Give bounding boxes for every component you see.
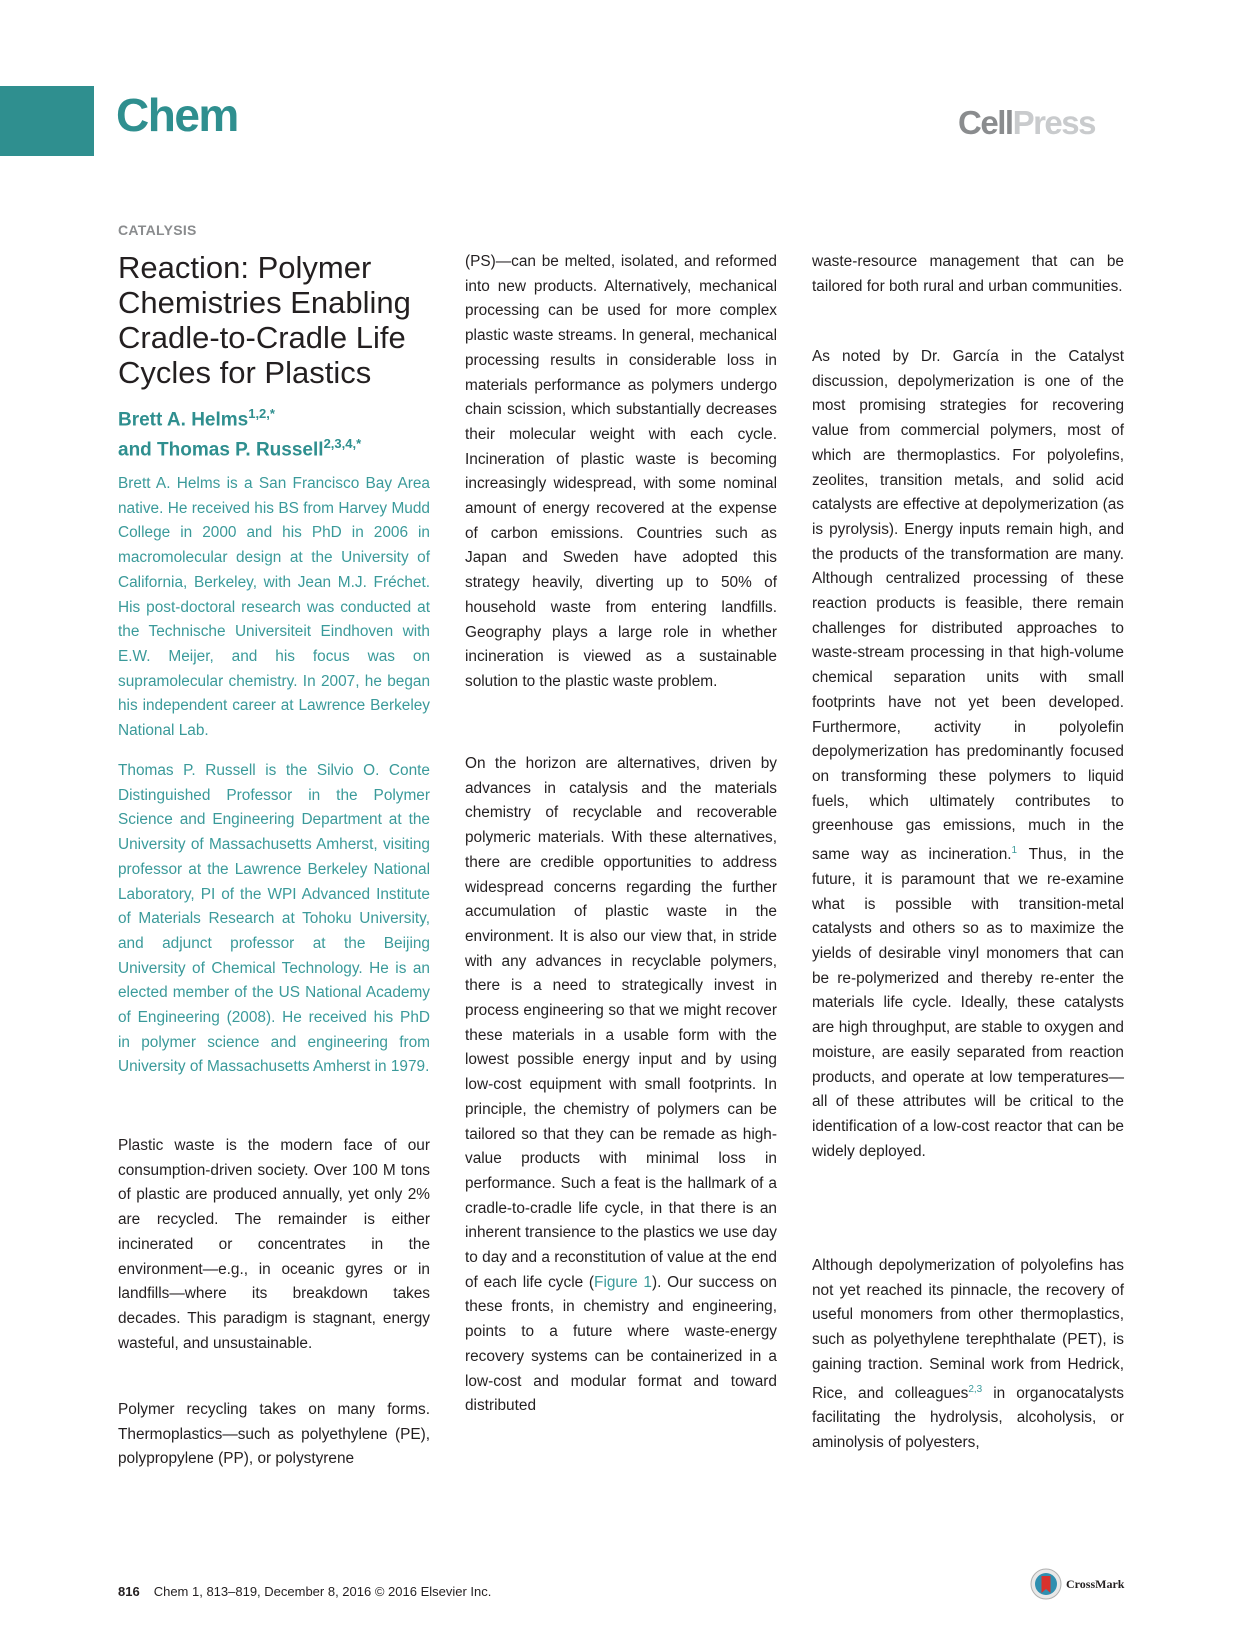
citation: Chem 1, 813–819, December 8, 2016 © 2016 Elsevier Inc. bbox=[153, 1584, 492, 1599]
section-label: CATALYSIS bbox=[118, 222, 197, 238]
publisher-logo-cell: Cell bbox=[958, 104, 1013, 141]
page-number: 816 bbox=[118, 1584, 140, 1599]
col2-paragraph-1: (PS)—can be melted, isolated, and reformed into new products. Alternatively, mechanical processing can be used for more complex plastic waste streams. In general, mechanical processing results in considerable loss in materials performance as polymers undergo chain scission, which substantially decreases their molecular weight with each cycle. Incineration of plastic waste is becoming increasingly widespread, with some nominal amount of energy recovered at the expense of carbon emissions. Countries such as Japan and Sweden have adopted this strategy heavily, diverting up to 50% of household waste from entering landfills. Geography plays a large role in whether incineration is viewed as a sustainable solution to the plastic waste problem. bbox=[465, 253, 777, 690]
col3-paragraph-2 bbox=[812, 345, 1124, 1164]
figure-1-link[interactable]: Figure 1 bbox=[594, 1273, 652, 1291]
col2-paragraph-2 bbox=[465, 752, 777, 1419]
author-2[interactable] bbox=[118, 432, 438, 462]
col3-paragraph-1: waste-resource management that can be tailored for both rural and urban communities. bbox=[812, 253, 1124, 295]
article-title: Reaction: Polymer Chemistries Enabling Cradle-to-Cradle Life Cycles for Plastics bbox=[118, 250, 411, 390]
bio-helms: Brett A. Helms is a San Francisco Bay Area native. He received his BS from Harvey Mudd College in 2000 and his PhD in 2006 in macromolecular design at the University of California, Berkeley, with Jean M.J. Fréchet. His post-doctoral research was conducted at the Technische Universiteit Eindhoven with E.W. Meijer, and his focus was on supramolecular chemistry. In 2007, he began his independent career at Lawrence Berkeley National Lab. bbox=[118, 475, 430, 740]
author-list bbox=[118, 402, 438, 463]
author-1-affiliations: 1,2,* bbox=[248, 406, 275, 421]
col2-paragraph-2-text-a: On the horizon are alternatives, driven by advances in catalysis and the materials chemistry of recyclable and recoverable polymeric materials. With these alternatives, there are credible opportunities to address widespread concerns regarding the further accumulation of plastic waste in the environment. It is also our view that, in stride with any advances in recyclable polymers, there is a need to strategically invest in process engineering so that we might recover these materials in a usable form with the lowest possible energy input and by using low-cost equipment with small footprints. In principle, the chemistry of polymers can be tailored so that they can be remade as high-value products with minimal loss in performance. Such a feat is the hallmark of a cradle-to-cradle life cycle, in that there is an inherent transience to the plastics we use day to day and a reconstitution of value at the end of each life cycle ( bbox=[465, 755, 777, 1291]
author-2-name: and Thomas P. Russell bbox=[118, 439, 324, 461]
author-1-name: Brett A. Helms bbox=[118, 409, 249, 431]
col3-paragraph-3-text-a: Although depolymerization of polyolefins has not yet reached its pinnacle, the recovery of useful monomers from other thermoplastics, such as polyethylene terephthalate (PET), is gaining traction. Seminal work from Hedrick, Rice, and colleagues bbox=[812, 1257, 1124, 1402]
publisher-logo bbox=[958, 106, 1095, 139]
col2-paragraph-2-text-b: ). Our success on these fronts, in chemistry and engineering, points to a future where waste-energy recovery systems can be containerized in a low-cost and modular format and toward distributed bbox=[465, 1273, 777, 1415]
crossmark-label: CrossMark bbox=[1066, 1577, 1125, 1591]
col1-paragraph-1: Plastic waste is the modern face of our consumption-driven society. Over 100 M tons of plastic are produced annually, yet only 2% are recycled. The remainder is either incinerated or concentrates in the environment—e.g., in oceanic gyres or in landfills—where its breakdown takes decades. This paradigm is stagnant, energy wasteful, and unsustainable. bbox=[118, 1137, 430, 1352]
author-1[interactable] bbox=[118, 402, 438, 432]
reference-2-3-link[interactable]: 2,3 bbox=[968, 1383, 983, 1395]
author-2-affiliations: 2,3,4,* bbox=[323, 436, 362, 452]
reference-1-link[interactable]: 1 bbox=[1011, 845, 1018, 857]
crossmark-icon bbox=[1030, 1568, 1062, 1600]
col3-paragraph-3 bbox=[812, 1254, 1124, 1456]
col3-paragraph-2-text-a: As noted by Dr. García in the Catalyst discussion, depolymerization is one of the most promising strategies for recovering value from commercial polymers, most of which are thermoplastics. For polyolefins, zeolites, transition metals, and solid acid catalysts are effective at depolymerization (as is pyrolysis). Energy inputs remain high, and the products of the transformation are many. Although centralized processing of these reaction products is feasible, there remain challenges for distributed approaches to waste-stream processing in that high-volume chemical separation units with small footprints have not yet been developed. Furthermore, activity in polyolefin depolymerization has predominantly focused on transforming these polymers to liquid fuels, which ultimately contributes to greenhouse gas emissions, much in the same way as incineration. bbox=[812, 348, 1124, 864]
journal-color-block bbox=[0, 86, 94, 156]
page-footer bbox=[118, 1584, 491, 1599]
publisher-logo-press: Press bbox=[1012, 104, 1095, 141]
col3-paragraph-3-text-b: in organocatalysts facilitating the hydrolysis, alcoholysis, or aminolysis of polyesters, bbox=[812, 1384, 1124, 1452]
bio-russell: Thomas P. Russell is the Silvio O. Conte Distinguished Professor in the Polymer Science and Engineering Department at the University of Massachusetts Amherst, visiting professor at the Lawrence Berkeley National Laboratory, PI of the WPI Advanced Institute of Materials Research at Tohoku University, and adjunct professor at the Beijing University of Chemical Technology. He is an elected member of the US National Academy of Engineering (2008). He received his PhD in polymer science and engineering from University of Massachusetts Amherst in 1979. bbox=[118, 762, 430, 1076]
col3-paragraph-2-text-b: Thus, in the future, it is paramount that we re-examine what is possible with transition-metal catalysts and others so as to maximize the yields of desirable vinyl monomers that can be re-polymerized and thereby re-enter the materials life cycle. Ideally, these catalysts are high throughput, are stable to oxygen and moisture, are easily separated from reaction products, and operate at low temperatures—all of these attributes will be critical to the identification of a low-cost reactor that can be widely deployed. bbox=[812, 846, 1124, 1160]
crossmark-badge[interactable] bbox=[1030, 1568, 1140, 1604]
col1-paragraph-2: Polymer recycling takes on many forms. Thermoplastics—such as polyethylene (PE), polypropylene (PP), or polystyrene bbox=[118, 1401, 430, 1468]
journal-name: Chem bbox=[116, 89, 238, 141]
